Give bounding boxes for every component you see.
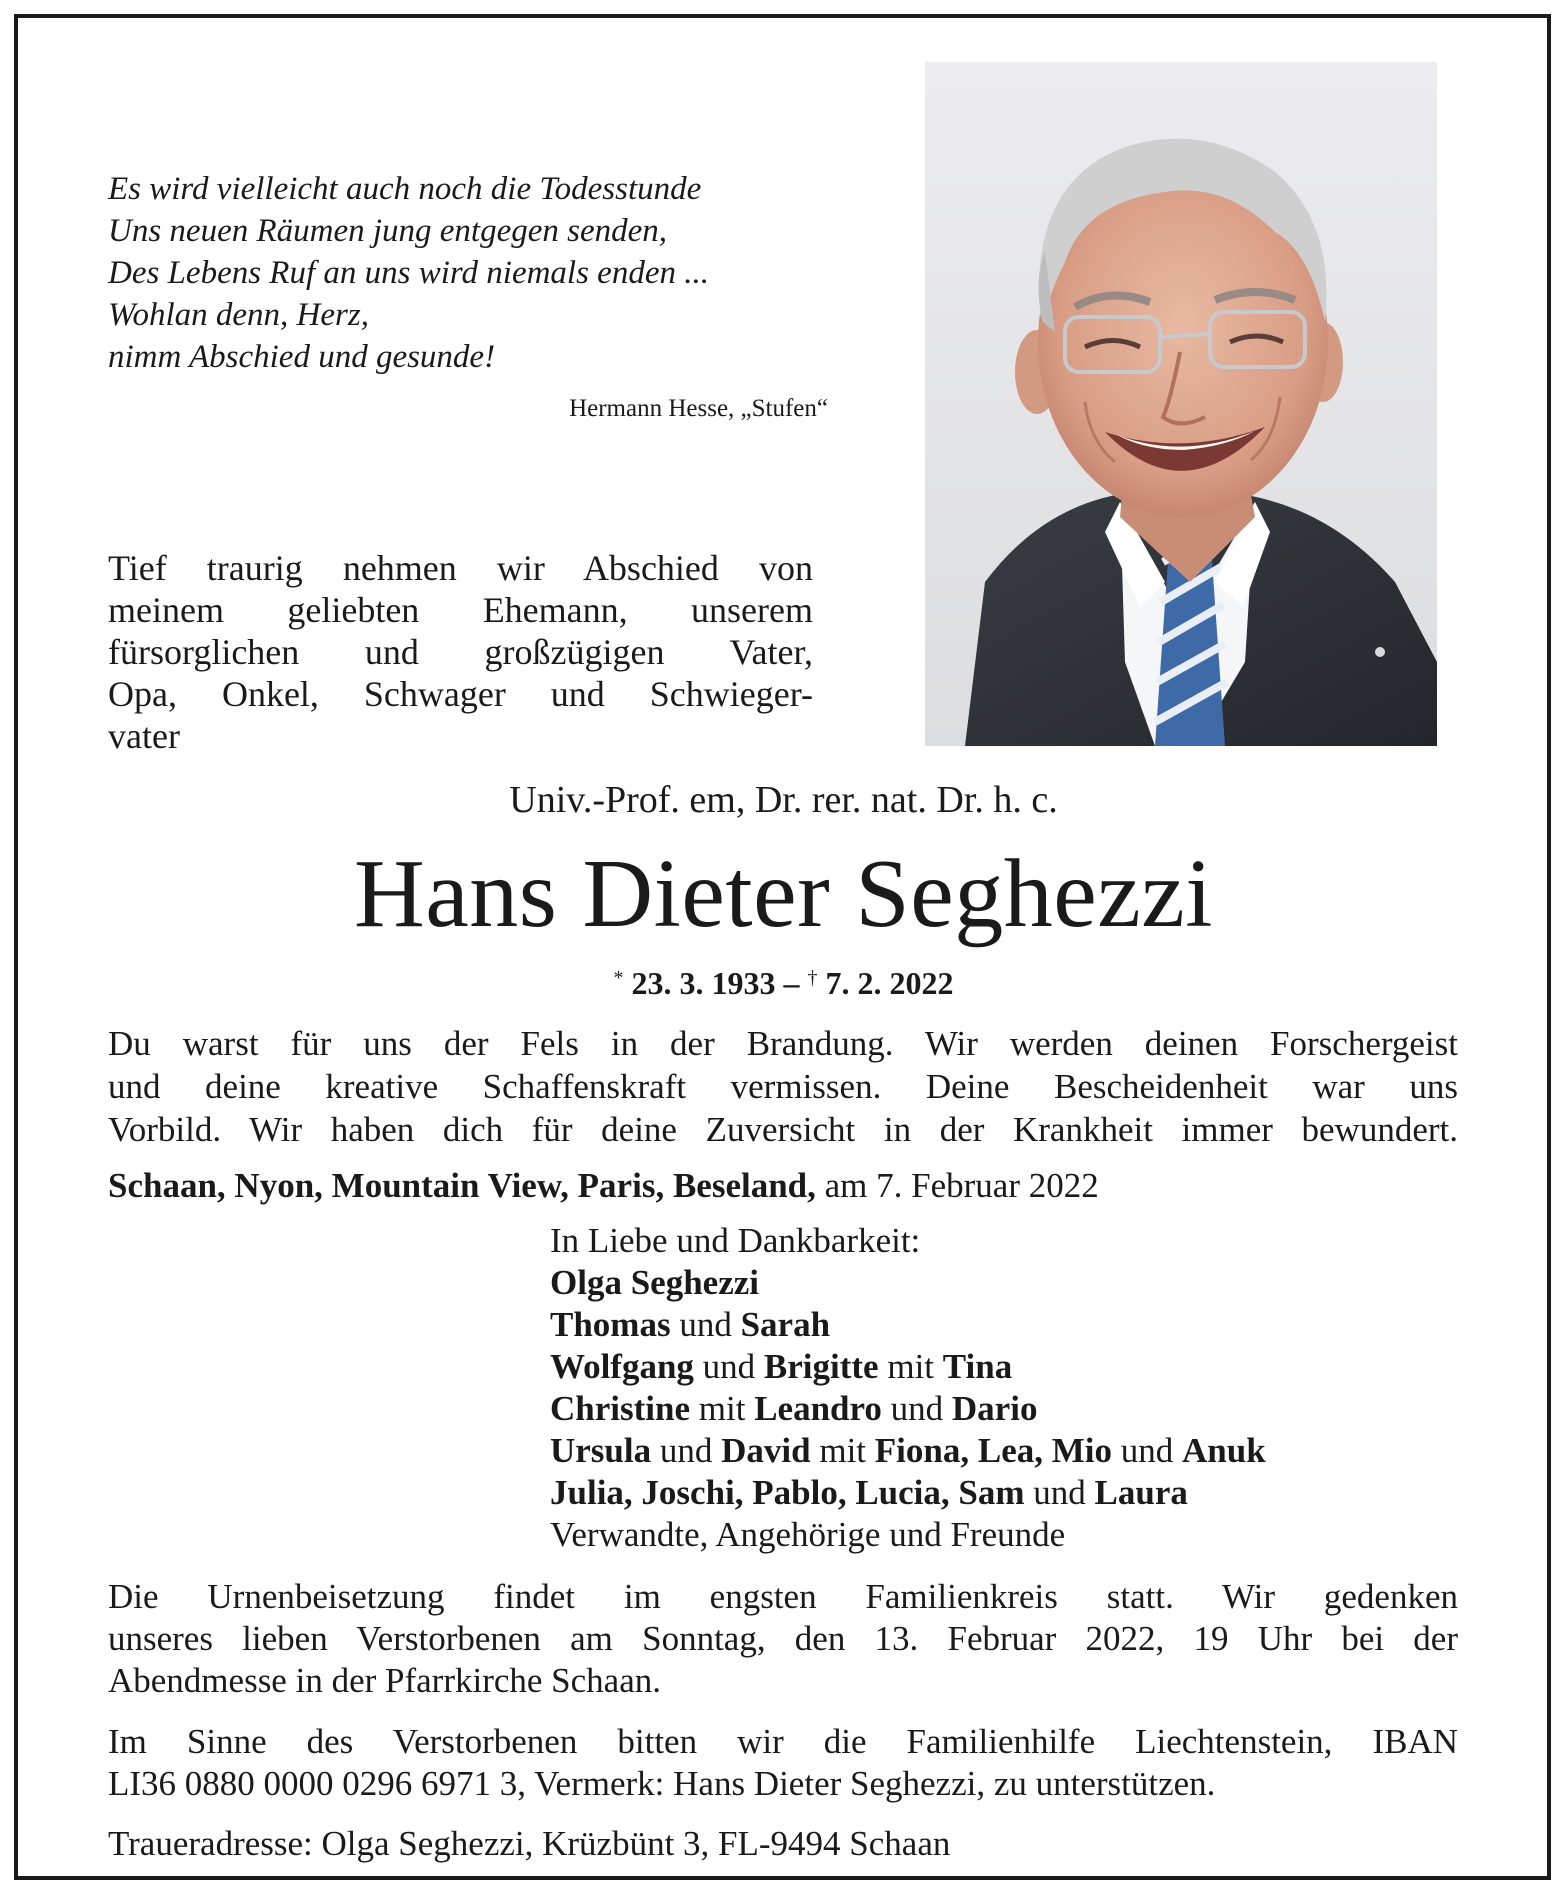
academic-titles: Univ.-Prof. em, Dr. rer. nat. Dr. h. c. (509, 779, 1058, 821)
donation-paragraph (108, 1721, 1458, 1805)
connector: und (1120, 1431, 1174, 1470)
mourners-heading: In Liebe und Dankbarkeit: (550, 1221, 921, 1260)
mourner-name: Anuk (1182, 1431, 1266, 1470)
mourner-name: Christine (550, 1389, 690, 1428)
mourner-name: Laura (1094, 1473, 1188, 1512)
intro-line: Opa, Onkel, Schwager und Schwieger- (108, 674, 813, 714)
mourner-name: David (721, 1431, 811, 1470)
intro-line: fürsorglichen und großzügigen Vater, (108, 632, 813, 672)
mourners-list (550, 1220, 1470, 1556)
donation-line: LI36 0880 0000 0296 6971 3, Vermerk: Hans Dieter Seghezzi, zu unterstützen. (108, 1764, 1216, 1803)
burial-line: Abendmesse in der Pfarrkirche Schaan. (108, 1661, 661, 1700)
burial-line: unseres lieben Verstorbenen am Sonntag, den 13. Februar 2022, 19 Uhr bei der (108, 1619, 1458, 1658)
connector: mit (887, 1347, 935, 1386)
place-date-line (108, 1164, 1458, 1208)
mourner-name: Julia, Joschi, Pablo, Lucia, Sam (550, 1473, 1025, 1512)
poem-line: Es wird vielleicht auch noch die Todesstunde (108, 171, 702, 207)
poem (108, 168, 838, 378)
connector: mit (819, 1431, 867, 1470)
portrait-photo (925, 62, 1437, 746)
life-dates (100, 957, 1467, 1004)
mourning-address: Traueradresse: Olga Seghezzi, Krüzbünt 3, FL-9494 Schaan (108, 1824, 951, 1863)
date: am 7. Februar 2022 (824, 1166, 1099, 1205)
poem-line: nimm Abschied und gesunde! (108, 339, 496, 375)
mourner-name: Wolfgang (550, 1347, 694, 1386)
mourner-line (550, 1472, 1470, 1514)
mourner-name: Ursula (550, 1431, 652, 1470)
mourner-line (550, 1262, 1470, 1304)
mourner-line (550, 1304, 1470, 1346)
connector: und (890, 1389, 944, 1428)
mourner-name: Tina (942, 1347, 1013, 1386)
mourner-line (550, 1346, 1470, 1388)
intro-paragraph (108, 547, 813, 757)
intro-line: Tief traurig nehmen wir Abschied von (108, 548, 813, 588)
deceased-name: Hans Dieter Seghezzi (354, 840, 1213, 948)
connector: und (702, 1347, 756, 1386)
burial-line: Die Urnenbeisetzung findet im engsten Familienkreis statt. Wir gedenken (108, 1577, 1458, 1616)
death-date: 7. 2. 2022 (825, 965, 954, 1001)
mourner-name: Sarah (740, 1305, 831, 1344)
poem-line: Wohlan denn, Herz, (108, 297, 369, 333)
burial-paragraph (108, 1576, 1458, 1702)
mourner-name: Leandro (754, 1389, 882, 1428)
tribute-line: und deine kreative Schaffenskraft vermissen. Deine Bescheidenheit war uns (108, 1067, 1458, 1106)
poem-line: Des Lebens Ruf an uns wird niemals enden ... (108, 255, 709, 291)
tribute-paragraph (108, 1022, 1458, 1151)
mourner-name: Brigitte (763, 1347, 879, 1386)
birth-symbol: * (613, 967, 624, 989)
mourners-closing: Verwandte, Angehörige und Freunde (550, 1515, 1066, 1554)
mourner-line (550, 1430, 1470, 1472)
birth-date: 23. 3. 1933 (631, 965, 776, 1001)
intro-line: vater (108, 716, 180, 756)
date-separator: – (783, 965, 800, 1001)
connector: mit (698, 1389, 746, 1428)
donation-line: Im Sinne des Verstorbenen bitten wir die Familienhilfe Liechtenstein, IBAN (108, 1722, 1458, 1761)
mourner-name: Fiona, Lea, Mio (874, 1431, 1112, 1470)
poem-line: Uns neuen Räumen jung entgegen senden, (108, 213, 668, 249)
connector: und (659, 1431, 713, 1470)
poem-attribution: Hermann Hesse, „Stufen“ (569, 395, 828, 422)
intro-line: meinem geliebten Ehemann, unserem (108, 590, 813, 630)
connector: und (1033, 1473, 1086, 1512)
connector: und (679, 1305, 732, 1344)
tribute-line: Vorbild. Wir haben dich für deine Zuversicht in der Krankheit immer bewundert. (108, 1110, 1458, 1149)
death-symbol: † (807, 967, 818, 989)
mourner-name: Olga Seghezzi (550, 1263, 759, 1302)
mourner-name: Thomas (550, 1305, 671, 1344)
portrait-illustration (925, 62, 1437, 746)
places: Schaan, Nyon, Mountain View, Paris, Beseland, (108, 1166, 816, 1205)
mourner-name: Dario (951, 1389, 1038, 1428)
mourner-line (550, 1388, 1470, 1430)
tribute-line: Du warst für uns der Fels in der Brandung. Wir werden deinen Forschergeist (108, 1024, 1458, 1063)
